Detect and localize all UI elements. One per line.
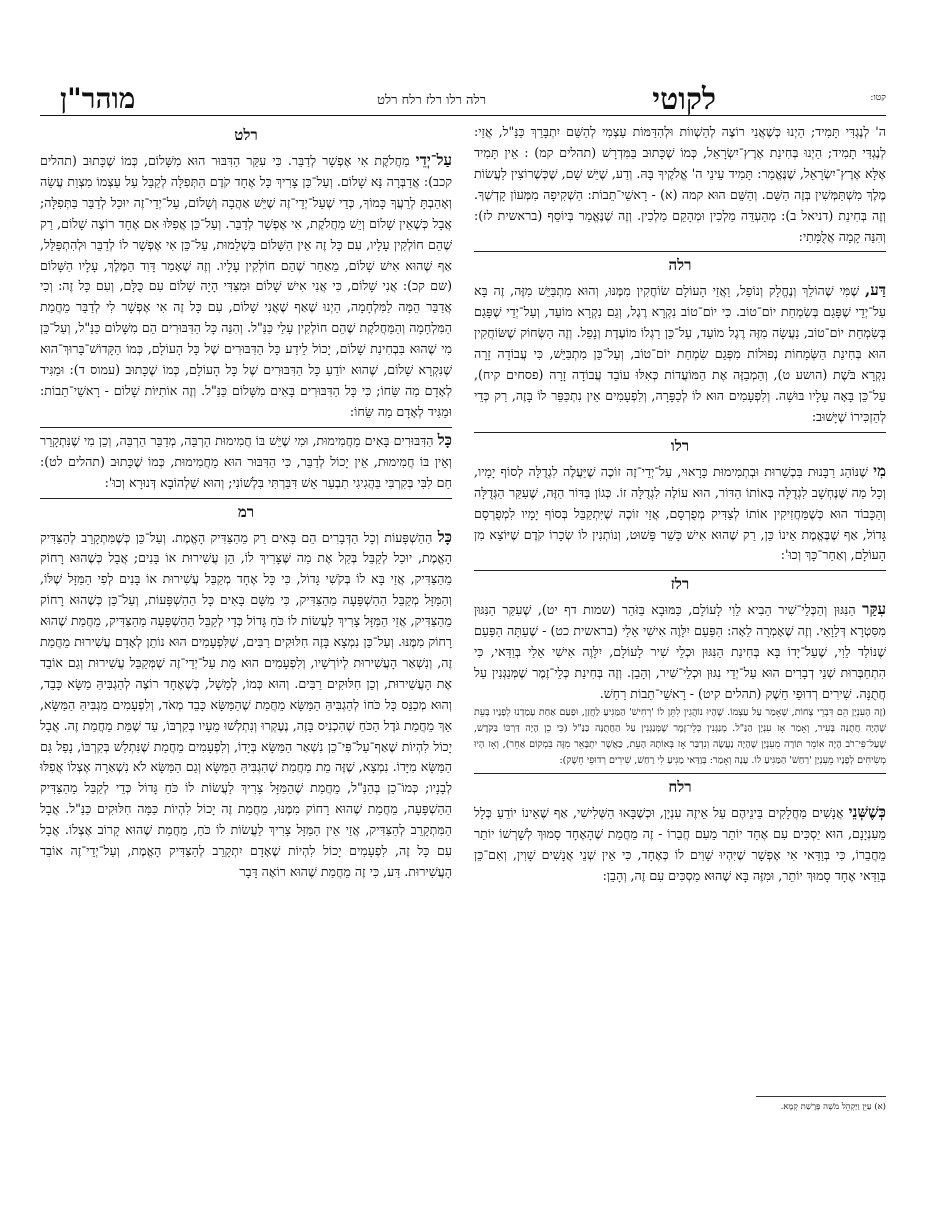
section-237-text [474,599,886,705]
footnote-rule [756,1096,886,1097]
section-236-text [474,461,886,567]
section-divider [474,570,886,571]
right-column [474,122,886,886]
section-236-body: שֶׁנּוֹהֵג רַבָּנוּת בִּכְשֵׁרוּת וּבְתְמִימוּת כָּרָאוּי, עַל־יְדֵי־זֶה זוֹכֶה שֶׁיַּעֲלֶה לִגְדֻלָּה לְסוֹף יָמָיו, וְכָל מַה שֶּׁנֶּחְשָׁב לִגְדֻלָּה בְּאוֹתוֹ הַדּוֹר, הוּא עוֹלֶה לִגְדֻלָּה זוֹ. כְּגוֹן בַּדּוֹר הַזֶּה, שֶׁעִקַּר הַגְּדֻלָּה וְהַכָּבוֹד הוּא כְּשֶׁמַּחֲזִיקִין אוֹתוֹ לְצַדִּיק מְפֻרְסָם, אֲזַי זוֹכֶה שֶׁיִּתְקַבֵּל בְּסוֹף יָמָיו לִמְפֻרְסָם גָּדוֹל, אַף שֶׁבֶּאֱמֶת אֵינוֹ כֵּן, רַק שֶׁהוּא אִישׁ כָּשֵׁר פָּשׁוּט, וְנוֹתְנִין לוֹ שְׂכָרוֹ קֹדֶם שֶׁיּוֹצֵא מִן הָעוֹלָם, וְאַחַר־כָּךְ וְכוּ': [474,463,886,563]
page-label: קטו: [870,93,886,103]
book-title-right: לקוטי [652,82,716,117]
section-235-opening-word: דַּע, [865,281,886,300]
section-238-text [474,802,886,887]
section-236-opening-word: מִי [873,461,886,480]
continuation-text: ה' לְנֶגְדִּי תָּמִיד; הַיְנוּ כְּשֶׁאֲנִי רוֹצֶה לְהַשְׁווֹת וּלְהִדַּמּוֹת עַצְמִי לְהַשֵּׁם יִתְבָּרַךְ כַּנַּ"ל, אֲזַי: לְנֶגְדִּי תָמִיד; הַיְנוּ בְּחִינַת אֶרֶץ־יִשְׂרָאֵל, כְּמוֹ שֶׁכָּתוּב בַּמִּדְרָשׁ (תהלים קמ) : אֵין תָּמִיד אֶלָּא אֶרֶץ־יִשְׂרָאֵל, שֶׁנֶּאֱמַר: תָּמִיד עֵינֵי ה' אֱלֹקֶיךָ בָּהּ. וְדַע, שֶׁיֵּשׁ שָׁם, שֶׁכְּשֶׁרוֹצִין לַעֲשׂוֹת מֶלֶךְ מִשְׁתַּמְּשִׁין בְּזֶה הַשֵּׁם. וְהַשֵּׁם הוּא קמה (א) - רָאשֵׁי־תֵבוֹת: הַשְׁקִיפָה מִמְּעוֹן קָדְשְׁךָ. וְזֶה בְּחִינַת (דניאל ב): מְהַעְדֵּה מַלְכִין וּמְהָקֵם מַלְכִין. וְזֶה שֶׁנֶּאֱמַר בְּיוֹסֵף (בראשית לז): וְהִנֵּה קָמָה אֲלֻמָּתִי: [474,124,886,244]
section-240-opening-word: כָּל [437,527,452,546]
section-237-title: רלז [670,575,690,594]
section-240-text [40,527,452,883]
section-239b-opening-word: כָּל [437,430,452,449]
section-235-title: רלה [668,256,692,275]
section-235-text [474,280,886,427]
section-239b-text [40,430,452,494]
section-236-title: רלו [670,436,690,455]
book-title-left: מוהר"ן [60,82,136,115]
section-239-title: רלט [234,126,258,144]
section-238-title: רלח [668,777,692,796]
section-238-body: אֲנָשִׁים מַחֲלָקִים בֵּינֵיהֶם עַל אֵיזֶה עִנְיָן, וּכְשֶׁבָּאוּ הַשְּׁלִישִׁי, אַף שֶׁאֵינוֹ יוֹדֵעַ כְּלָל מֵעִנְיָנָם, הוּא יַסְכִּים עִם אֶחָד יוֹתֵר מֵעִם חֲבֵרוֹ - זֶה מֵחֲמַת שֶׁהָאֶחָד סָמוּךְ לְשָׁרְשׁוֹ יוֹתֵר מֵחֲבֵרוֹ, כִּי בְּוַדַּאי אִי אֶפְשָׁר שֶׁיִּהְיוּ שָׁוִים לוֹ כְּאֶחָד, כִּי אֵין שְׁנֵי אֲנָשִׁים שָׁוִין, וְאִם־כֵּן בְּוַדַּאי אֶחָד סָמוּךְ יוֹתֵר, וּמִזֶּה בָּא שֶׁהוּא מַסְכִּים עִם זֶה, וְהָבֵן: [474,804,886,883]
section-divider [474,432,886,433]
footnote [40,1096,886,1112]
section-divider [40,427,452,428]
section-divider [40,498,452,499]
left-column [40,122,452,883]
section-divider [474,773,886,774]
section-237-opening-word: עִקַּר [862,600,886,619]
section-238-opening-word: כְּשֶׁשְּׁנֵי [848,802,886,821]
section-239-body: מַחֲלֹקֶת אִי אֶפְשָׁר לְדַבֵּר. כִּי עִקַּר הַדִּבּוּר הוּא מִשָּׁלוֹם, כְּמוֹ שֶׁכָּתוּב (תהלים קכב): אֲדַבְּרָה נָּא שָׁלוֹם. וְעַל־כֵּן צָרִיךְ כָּל אֶחָד קֹדֶם הַתְּפִלָּה לְקַבֵּל עַל עַצְמוֹ מִצְוַת עֲשֵׂה וְאָהַבְתָּ לְרֵעֲךָ כָּמוֹךָ, כְּדֵי שֶׁעַל־יְדֵי־זֶה שֶׁיֵּשׁ אַהֲבָה וְשָׁלוֹם, עַל־יְדֵי־זֶה יוּכַל לְדַבֵּר בַּתְּפִלָּה; אֲבָל כְּשֶׁאֵין שָׁלוֹם וְיֵשׁ מַחֲלֹקֶת, אִי אֶפְשָׁר לְדַבֵּר. וְעַל־כֵּן אֲפִלּוּ אִם אֶחָד רוֹצֶה שָׁלוֹם, רַק שֶׁהֵם חוֹלְקִין עָלָיו, עִם כָּל זֶה אֵין הַשָּׁלוֹם בִּשְׁלֵמוּת, עַל־כֵּן אִי אֶפְשָׁר לוֹ לְדַבֵּר וּלְהִתְפַּלֵּל, אַף שֶׁהוּא אִישׁ שָׁלוֹם, מֵאַחַר שֶׁהֵם חוֹלְקִין עָלָיו. וְזֶה שֶׁאָמַר דָּוִד הַמֶּלֶךְ, עָלָיו הַשָּׁלוֹם (שם קכ): אֲנִי שָׁלוֹם, כִּי אֲנִי אִישׁ שָׁלוֹם וּמִצִּדִּי הָיָה שָׁלוֹם עִם כֻּלָּם, וְעִם כָּל זֶה: וְכִי אֲדַבֵּר הֵמָּה לַמִּלְחָמָה, הַיְנוּ שֶׁאַף שֶׁאֲנִי שָׁלוֹם, עִם כָּל זֶה אִי אֶפְשָׁר לִי לְדַבֵּר מֵחֲמַת הַמִּלְחָמָה וְהַמַּחֲלֹקֶת שֶׁהֵם חוֹלְקִין עָלַי כַּנַּ"ל. וְהִנֵּה כָּל הַדִּבּוּרִים הֵם מִשָּׁלוֹם כַּנַּ"ל, וְעַל־כֵּן מִי שֶׁהוּא בִּבְחִינַת שָׁלוֹם, יָכוֹל לֵידַע כָּל הַדִּבּוּרִים שֶׁל כָּל הָעוֹלָם, כְּמוֹ הַקָּדוֹשׁ־בָּרוּךְ־הוּא שֶׁנִּקְרָא שָׁלוֹם, שֶׁהוּא יוֹדֵעַ כָּל הַדִּבּוּרִים שֶׁל כָּל הָעוֹלָם, כְּמוֹ שֶׁכָּתוּב (עמוס ד): וּמַגִּיד לְאָדָם מַה שֵּׂחוֹ; כִּי כָּל הַדִּבּוּרִים בָּאִים מִשָּׁלוֹם כַּנַּ"ל. וְזֶה אוֹתִיּוֹת שָׁלוֹם - רָאשֵׁי־תֵבוֹת: וּמַגִּיד לְאָדָם מַה שֵּׂחוֹ: [40,153,452,419]
section-239b-body: הַדִּבּוּרִים בָּאִים מֵחֲמִימוּת, וּמִי שֶׁיֵּשׁ בּוֹ חֲמִימוּת הַרְבֵּה, מְדַבֵּר הַרְבֵּה, וְכֵן מִי שֶׁנִּתְקָרֵר וְאֵין בּוֹ חֲמִימוּת, אֵין יָכוֹל לְדַבֵּר, כִּי הַדִּבּוּר הוּא מֵחֲמִימוּת, כְּמוֹ שֶׁכָּתוּב (תהלים לט): חַם לִבִּי בְּקִרְבִּי בַּהֲגִיגִי תִבְעַר אֵשׁ דִּבַּרְתִּי בִּלְשׁוֹנִי; וְהוּא שַׁלְהוֹבָא דְּנוּרָא וְכוּ': [40,432,452,490]
section-240-title: רמ [237,502,255,521]
section-numbers: רלה רלו רלז רלח רלט [377,93,486,108]
footnote-text: (א) עַיֵּן וַיַּקְהֵל מֹשֶׁה פָּרָשַׁת קְמָא. [780,1102,886,1112]
section-235-body: שֶׁמִּי שֶׁהוֹלֵךְ וְנֶחֱלָק וְנוֹפֵל, וַאֲזַי הָעוֹלָם שׂוֹחֲקִין מִמֶּנּוּ, וְהוּא מִתְבַּיֵּשׁ מִזֶּה, זֶה בָּא עַל־יְדֵי שֶׁפָּגַם בְּשִׂמְחַת יוֹם־טוֹב. כִּי יוֹם־טוֹב נִקְרָא רֶגֶל, וְגַם נִקְרָא מוֹעֵד, וְעַל־יְדֵי שֶׁפָּגַם בְּשִׂמְחַת יוֹם־טוֹב, נַעֲשָׂה מִזֶּה רֶגֶל מוֹעֵד, עַל־כֵּן רַגְלוֹ מוֹעֶדֶת וְנָפַל. וְזֶה הַשְּׂחוֹק שֶׁשּׂוֹחֲקִין הוּא בְּחִינַת הַשְּׂמָחוֹת נְפוּלוֹת מִפְּגַם שִׂמְחַת יוֹם־טוֹב, וְעַל־כֵּן מִתְבַּיֵּשׁ, כִּי עֲבוֹדָה זָרָה נִקְרָא בֹּשֶׁת (הושע ט), וְהַמְבַזֶּה אֶת הַמּוֹעֲדוֹת כְּאִלּוּ עוֹבֵד עֲבוֹדָה זָרָה (פסחים קיח), עַל־כֵּן בָּאָה עָלָיו בּוּשָׁה. וְלִפְעָמִים הוּא לוֹ לְכַפָּרָה, וְלִפְעָמִים אֵין נִתְכַּפֵּר לוֹ בָּזֶה, רַק כְּדֵי לְהַזְכִּירוֹ שֶׁיָּשׁוּב: [474,283,886,424]
page-header [40,82,886,116]
section-239-opening-word: עַל־יְדֵי [415,151,452,169]
section-237-body: הַנִּגּוּן וְהַכְּלֵי־שִׁיר הֵבִיא לֵוִי לָעוֹלָם, כַּמּוּבָא בַּזֹּהַר (שמות דף יט), שֶׁעִקַּר הַנִּגּוּן מִסִּטְרָא דְּלֵוָאֵי. וְזֶה שֶׁאָמְרָה לֵאָה: הַפַּעַם יִלָּוֶה אִישִׁי אֵלַי (בראשית כט) - שֶׁעַתָּה הַפַּעַם שֶׁנּוֹלַד לֵוִי, שֶׁעַל־יָדוֹ בָּא בְּחִינַת הַנִּגּוּן וּכְלֵי שִׁיר לָעוֹלָם, יִלָּוֶה אִישִׁי אֵלַי בְּוַדַּאי, כִּי הִתְחַבְּרוּת שְׁנֵי דְבָרִים הוּא עַל־יְדֵי נִגּוּן וּכְלֵי־שִׁיר, וְהָבֵן. וְזֶה בְּחִינַת כְּלֵי־זֶמֶר שֶׁמְּנַגְּנִין עַל חֲתֻנָּה. שִׁירִים רְדוּפֵי חֵשֶׁק (תהלים קיט) - רָאשֵׁי־תֵבוֹת רַחַשׁ. [474,602,886,701]
section-239-text [40,150,452,423]
header-rule [40,115,886,116]
section-240-body: הַהַשְׁפָּעוֹת וְכָל הַדְּבָרִים הֵם בָּאִים רַק מֵהַצַּדִּיק הָאֱמֶת. וְעַל־כֵּן כְּשֶׁמִּתְקָרֵב לְהַצַּדִּיק הָאֱמֶת, יוּכַל לְקַבֵּל בְּקַל אֶת מַה שֶּׁצָּרִיךְ לוֹ, הֵן עֲשִׁירוּת אוֹ בָּנִים; אֲבָל כְּשֶׁהוּא רָחוֹק מֵהַצַּדִּיק, אֲזַי בָּא לוֹ בְּקֹשִׁי גָּדוֹל, כִּי כָּל אֶחָד מְקַבֵּל עֲשִׁירוּת אוֹ בָּנִים לְפִי הַמַּזָּל שֶׁלּוֹ, וְהַמַּזָּל מְקַבֵּל הַהַשְׁפָּעָה מֵהַצַּדִּיק, כִּי מִשָּׁם בָּאִים כָּל הַהַשְׁפָּעוֹת, וְעַל־כֵּן כְּשֶׁהוּא רָחוֹק מֵהַצַּדִּיק, אֲזַי הַמַּזָּל צָרִיךְ לַעֲשׂוֹת לוֹ כֹּחַ גָּדוֹל כְּדֵי לְקַבֵּל הַהַשְׁפָּעָה מֵהַצַּדִּיק, מֵחֲמַת שֶׁהוּא רָחוֹק מִמֶּנּוּ. וְעַל־כֵּן נִמְצָא בָּזֶה חִלּוּקִים רַבִּים, שֶׁלִּפְעָמִים הוּא נוֹתֵן לְאָדָם עֲשִׁירוּת מֵחֲמַת זֶה, וְנִשְׁאַר הָעֲשִׁירוּת לְיוֹרְשָׁיו, וְלִפְעָמִים הוּא מֵת עַל־יְדֵי־זֶה שֶׁמְּקַבֵּל עֲשִׁירוּת וְגַם אוֹבֵד אֶת הָעֲשִׁירוּת, וְכֵן חִלּוּקִים רַבִּים. וְהוּא כְּמוֹ, לְמָשָׁל, כְּשֶׁאֶחָד רוֹצֶה לְהַגְבִּיהַּ מַשָּׂא כָּבֵד, וְהוּא מְכַנֵּס כָּל כֹּחוֹ לְהַגְבִּיהַּ הַמַּשָּׂא מֵחֲמַת שֶׁהַמַּשָּׂא כָּבֵד מְאֹד, וְלִפְעָמִים מַגְבִּיהַּ הַמַּשָּׂא, אַךְ מֵחֲמַת גֹּדֶל הַכֹּחַ שֶׁהִכְנִיס בָּזֶה, נֶעֶקְרוּ וְנִתְלְשׁוּ מֵעָיו בְּקִרְבּוֹ, עַד שֶׁמֵּת מֵחֲמַת זֶה. אֲבָל יָכוֹל לִהְיוֹת שֶׁאַף־עַל־פִּי־כֵן נִשְׁאַר הַמַּשָּׂא בְּיָדוֹ, וְלִפְעָמִים מֵחֲמַת שֶׁנִּתְלַשׁ בְּקִרְבּוֹ, נָפַל גַּם הַמַּשָּׂא מִיָּדוֹ. נִמְצָא, שֶׁזֶּה מֵת מֵחֲמַת שֶׁהִגְבִּיהַּ הַמַּשָּׂא וְגַם הַמַּשָּׂא לֹא נִשְׁאַרָה אֶצְלוֹ אֲפִלּוּ לְבָנָיו; כְּמוֹ־כֵן בְּהַנַּ"ל, מֵחֲמַת שֶׁהַמַּזָּל צָרִיךְ לַעֲשׂוֹת לוֹ כֹּחַ גָּדוֹל כְּדֵי לְקַבֵּל מֵהַצַּדִּיק הַהַשְׁפָּעָה, מֵחֲמַת שֶׁהוּא רָחוֹק מִמֶּנּוּ, מֵחֲמַת זֶה יָכוֹל לִהְיוֹת כַּמָּה חִלּוּקִים כַּנַּ"ל. אֲבָל הַמִּתְקָרֵב לְהַצַּדִּיק, אֲזַי אֵין הַמַּזָּל צָרִיךְ לַעֲשׂוֹת לוֹ כֹּחַ, מֵחֲמַת שֶׁהוּא קָרוֹב אֶצְלוֹ. אֲבָל עִם כָּל זֶה, לִפְעָמִים יָכוֹל לִהְיוֹת שֶׁאָדָם יִתְקָרֵב לְהַצַּדִּיק הָאֱמֶת, וְעַל־יְדֵי־זֶה אוֹבֵד הָעֲשִׁירוּת. דַּע, כִּי זֶה מֵחֲמַת שֶׁהוּא רוֹאֶה דָּבָר [40,529,452,879]
section-divider [474,251,886,252]
section-237-note: (זֶה הָעִנְיָן הֵם דִּבְרֵי צְחוֹת, שֶׁאָמַר עַל עַצְמוֹ. שֶׁהָיוּ נוֹהֲגִין לִתֵּן לוֹ 'רְחִישׁ' הַמַּגִּיעַ לַחֲזַן, וּפַעַם אַחַת עָמַדְנוּ לְפָנָיו בְּעֵת שֶׁהָיָה חֲתֻנָּה בָּעִיר, וְאָמַר אָז עִנְיָן הַנַּ"ל. מְנַגְּנִין כְּלֵי־זֶמֶר שֶׁמְּנַגְּנִין עַל הַחֲתֻנָּה כַּנַּ"ל (כִּי כֵן הָיָה דַּרְכּוֹ בַּקֹּדֶשׁ, שֶׁעַל־פִּי־רֹב הָיָה אוֹמֵר תּוֹרָה מֵעִנְיָן שֶׁהָיָה נַעֲשָׂה וְנִדְבַּר אָז בְּאוֹתָהּ הָעֵת, כַּאֲשֶׁר יִתְבָּאֵר מִזֶּה בִּמְקוֹם אַחֵר), וְאָז הָיוּ מְשִׂיחִים לְפָנָיו מֵעִנְיַן 'רַחַשׁ' הַמַּגִּיעַ לוֹ. עָנָה וְאָמַר: בְּוַדַּאי מַגִּיעַ לִי רַחַשׁ, שִׁירִים רְדוּפֵי חֵשֶׁק): [474,706,886,766]
